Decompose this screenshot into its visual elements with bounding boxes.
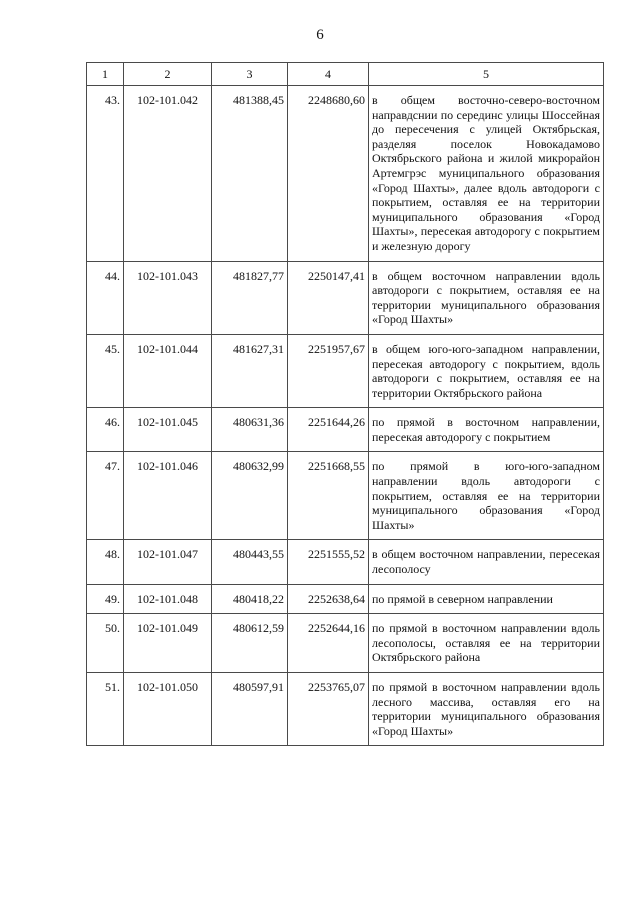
- point-code: 102-101.046: [124, 452, 212, 540]
- row-number: 50.: [87, 614, 124, 673]
- table-header-row: [87, 63, 604, 86]
- point-code: 102-101.043: [124, 261, 212, 334]
- row-number: 47.: [87, 452, 124, 540]
- table-row: [87, 86, 604, 262]
- row-number: 48.: [87, 540, 124, 584]
- boundary-description: по прямой в восточном направлении, пересекая автодорогу с покрытием: [369, 408, 604, 452]
- boundary-description: в общем восточно-северо-восточном направдснии по серединс улицы Шоссейная до пересечения с улицей Октябрьская, разделяя поселок Новокадамово Октябрьского района и жилой микрорайон Артемгрэс муниципального образования «Город Шахты», далее вдоль автодороги с покрытием, оставляя ее на территории муниципального образования «Город Шахты», пересекая автодорогу с покрытием и железную дорогу: [369, 86, 604, 262]
- coordinate-x: 480612,59: [212, 614, 288, 673]
- row-number: 45.: [87, 334, 124, 407]
- boundary-description: по прямой в юго-юго-западном направлении вдоль автодороги с покрытием, оставляя ее на территории муниципального образования «Город Шахты»: [369, 452, 604, 540]
- coordinate-x: 480443,55: [212, 540, 288, 584]
- coordinate-x: 481627,31: [212, 334, 288, 407]
- point-code: 102-101.045: [124, 408, 212, 452]
- boundary-points-table: [86, 62, 604, 746]
- header-cell-3: 3: [212, 63, 288, 86]
- point-code: 102-101.042: [124, 86, 212, 262]
- row-number: 46.: [87, 408, 124, 452]
- coordinate-x: 480632,99: [212, 452, 288, 540]
- boundary-description: по прямой в восточном направлении вдоль лесополосы, оставляя ее на территории Октябрьского района: [369, 614, 604, 673]
- coordinate-x: 480418,22: [212, 584, 288, 614]
- header-cell-4: 4: [288, 63, 369, 86]
- row-number: 43.: [87, 86, 124, 262]
- coordinate-y: 2248680,60: [288, 86, 369, 262]
- coordinate-y: 2252638,64: [288, 584, 369, 614]
- header-cell-2: 2: [124, 63, 212, 86]
- point-code: 102-101.050: [124, 673, 212, 746]
- table-row: [87, 540, 604, 584]
- table-row: [87, 584, 604, 614]
- point-code: 102-101.049: [124, 614, 212, 673]
- coordinate-y: 2250147,41: [288, 261, 369, 334]
- coordinate-y: 2251668,55: [288, 452, 369, 540]
- coordinate-x: 481827,77: [212, 261, 288, 334]
- header-cell-5: 5: [369, 63, 604, 86]
- coordinate-y: 2252644,16: [288, 614, 369, 673]
- boundary-description: в общем восточном направлении вдоль автодороги с покрытием, оставляя ее на территории муниципального образования «Город Шахты»: [369, 261, 604, 334]
- row-number: 49.: [87, 584, 124, 614]
- boundary-description: по прямой в северном направлении: [369, 584, 604, 614]
- coordinate-y: 2251957,67: [288, 334, 369, 407]
- coordinate-x: 480631,36: [212, 408, 288, 452]
- boundary-description: по прямой в восточном направлении вдоль лесного массива, оставляя его на территории муниципального образования «Город Шахты»: [369, 673, 604, 746]
- page-number: 6: [316, 27, 324, 43]
- table-row: [87, 334, 604, 407]
- coordinate-y: 2251644,26: [288, 408, 369, 452]
- table-row: [87, 673, 604, 746]
- table-row: [87, 261, 604, 334]
- coordinate-x: 480597,91: [212, 673, 288, 746]
- row-number: 51.: [87, 673, 124, 746]
- coordinate-y: 2253765,07: [288, 673, 369, 746]
- boundary-description: в общем юго-юго-западном направлении, пересекая автодорогу с покрытием, вдоль автодороги с покрытием, оставляя ее на территории Октябрьского района: [369, 334, 604, 407]
- table-row: [87, 452, 604, 540]
- point-code: 102-101.044: [124, 334, 212, 407]
- coordinate-x: 481388,45: [212, 86, 288, 262]
- coordinate-y: 2251555,52: [288, 540, 369, 584]
- table-row: [87, 408, 604, 452]
- point-code: 102-101.047: [124, 540, 212, 584]
- table-row: [87, 614, 604, 673]
- row-number: 44.: [87, 261, 124, 334]
- point-code: 102-101.048: [124, 584, 212, 614]
- header-cell-1: 1: [87, 63, 124, 86]
- boundary-description: в общем восточном направлении, пересекая лесополосу: [369, 540, 604, 584]
